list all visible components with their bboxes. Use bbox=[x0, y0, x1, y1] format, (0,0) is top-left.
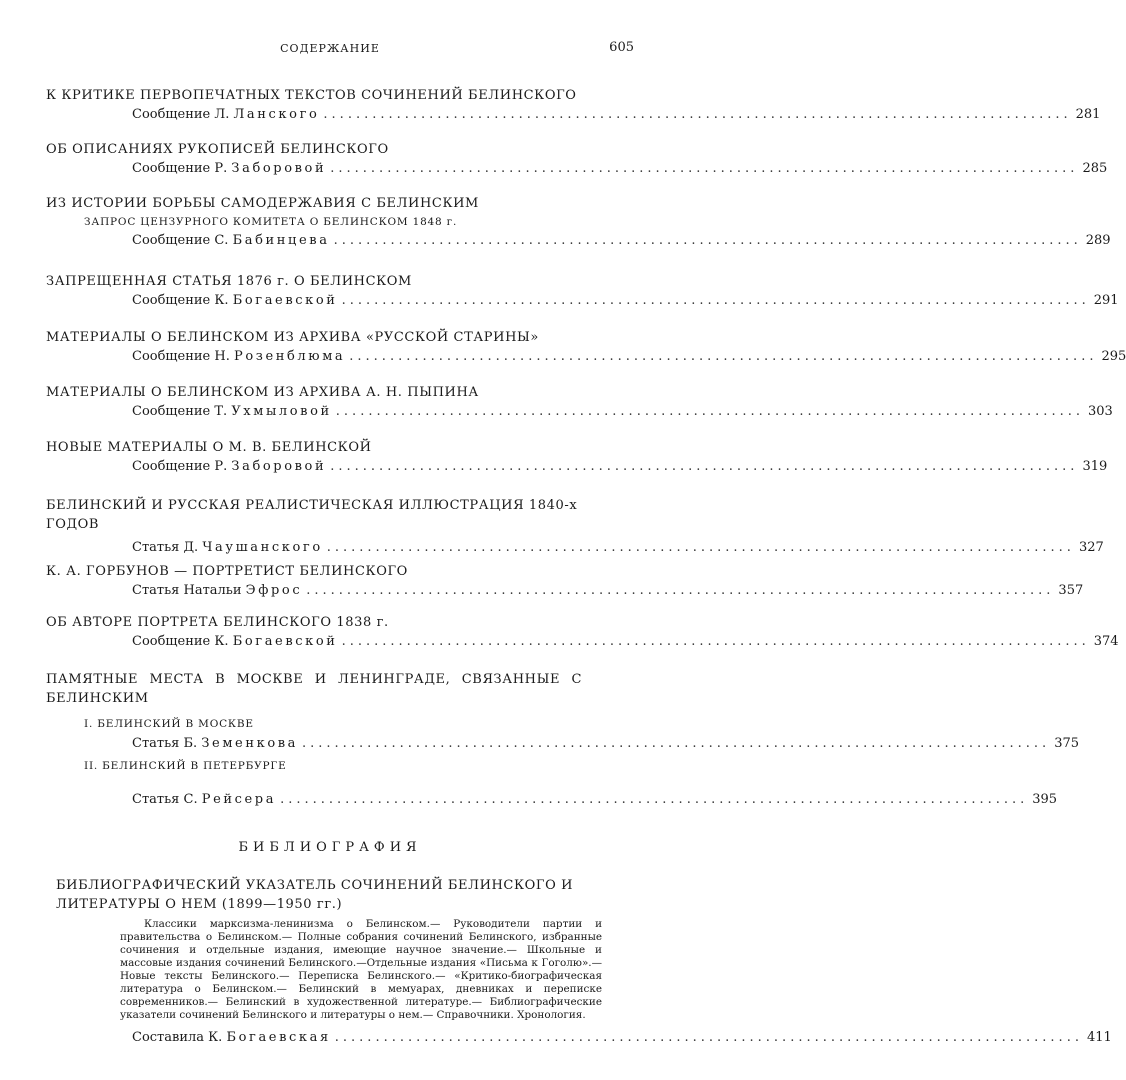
author-name: Рейсера bbox=[201, 792, 277, 807]
entry-credit[interactable]: Составила К. Богаевская ............................................................................................ 411 bbox=[132, 1028, 616, 1048]
entry-credit[interactable]: Статья Натальи Эфрос ............................................................................................ 357 bbox=[132, 581, 626, 601]
entry-page: 411 bbox=[1086, 1030, 1112, 1045]
entry-credit[interactable]: Сообщение Р. Заборовой ............................................................................................ 285 bbox=[132, 159, 626, 179]
entry-title: К КРИТИКЕ ПЕРВОПЕЧАТНЫХ ТЕКСТОВ СОЧИНЕНИЙ БЕЛИНСКОГО bbox=[46, 88, 577, 103]
entry-page: 375 bbox=[1054, 736, 1080, 751]
entry-title: К. А. ГОРБУНОВ — ПОРТРЕТИСТ БЕЛИНСКОГО bbox=[46, 564, 408, 579]
entry-credit[interactable]: Сообщение Т. Ухмыловой ............................................................................................ 303 bbox=[132, 402, 626, 422]
entry-subtitle: ЗАПРОС ЦЕНЗУРНОГО КОМИТЕТА О БЕЛИНСКОМ 1848 г. bbox=[84, 216, 458, 228]
toc-entry bbox=[46, 194, 1111, 251]
entry-title: НОВЫЕ МАТЕРИАЛЫ О М. В. БЕЛИНСКОЙ bbox=[46, 440, 372, 455]
toc-entry bbox=[46, 383, 1113, 422]
entry-credit[interactable]: Сообщение Р. Заборовой ............................................................................................ 319 bbox=[132, 457, 626, 477]
section-number: II. БЕЛИНСКИЙ В ПЕТЕРБУРГЕ bbox=[84, 760, 287, 772]
entry-title: ЗАПРЕЩЕННАЯ СТАТЬЯ 1876 г. О БЕЛИНСКОМ bbox=[46, 274, 412, 289]
entry-title: БЕЛИНСКИЙ И РУССКАЯ РЕАЛИСТИЧЕСКАЯ ИЛЛЮСТРАЦИЯ 1840-х ГОДОВ bbox=[46, 498, 578, 532]
credit-role: Сообщение Л. bbox=[132, 107, 230, 122]
credit-role: Сообщение С. bbox=[132, 233, 229, 248]
entry-title: ПАМЯТНЫЕ МЕСТА В МОСКВЕ И ЛЕНИНГРАДЕ, СВЯЗАННЫЕ С БЕЛИНСКИМ bbox=[46, 672, 582, 706]
toc-entry bbox=[46, 140, 1108, 179]
section-number: I. БЕЛИНСКИЙ В МОСКВЕ bbox=[84, 718, 254, 730]
credit-role: Составила К. bbox=[132, 1030, 223, 1045]
entry-title: ИЗ ИСТОРИИ БОРЬБЫ САМОДЕРЖАВИЯ С БЕЛИНСКИМ bbox=[46, 196, 479, 211]
entry-page: 295 bbox=[1101, 349, 1126, 364]
page-header bbox=[0, 42, 660, 62]
entry-page: 395 bbox=[1032, 792, 1058, 807]
toc-entry bbox=[46, 613, 1119, 652]
entry-page: 319 bbox=[1082, 459, 1108, 474]
credit-role: Сообщение Р. bbox=[132, 459, 228, 474]
toc-entry bbox=[46, 438, 1108, 477]
author-name: Богаевской bbox=[232, 293, 338, 308]
author-name: Бабинцева bbox=[232, 233, 330, 248]
toc-entry bbox=[46, 86, 1101, 125]
author-name: Ланского bbox=[233, 107, 320, 122]
toc-entry bbox=[46, 496, 1104, 558]
credit-role: Статья Д. bbox=[132, 540, 199, 555]
entry-credit[interactable]: Статья Д. Чаушанского ............................................................................................ 327 bbox=[132, 538, 712, 558]
toc-entry bbox=[46, 328, 1126, 367]
page-number: 605 bbox=[609, 40, 634, 55]
bibliography-annotation: Классики марксизма-ленинизма о Белинском.— Руководители партии и правительства о Белинском.— Полные собрания сочинений Белинского, избранные сочинения и отдельные издания, имеющие научное значение.— Школьные и массовые издания сочинений Белинского.—Отдельные издания «Письма к Гоголю».— Новые тексты Белинского.— Переписка Белинского.— «Критико-биографическая литература о Белинском.— Белинский в мемуарах, дневниках и переписке современников.— Белинский в художественной литературе.— Библиографические указатели сочинений Белинского и литературы о нем.— Справочники. Хронология. bbox=[120, 918, 602, 1021]
entry-title: ОБ АВТОРЕ ПОРТРЕТА БЕЛИНСКОГО 1838 г. bbox=[46, 615, 389, 630]
credit-role: Сообщение К. bbox=[132, 293, 229, 308]
entry-page: 357 bbox=[1058, 583, 1084, 598]
entry-title: БИБЛИОГРАФИЧЕСКИЙ УКАЗАТЕЛЬ СОЧИНЕНИЙ БЕЛИНСКОГО И ЛИТЕРАТУРЫ О НЕМ (1899—1950 гг.) bbox=[56, 878, 574, 912]
credit-role: Сообщение Н. bbox=[132, 349, 230, 364]
author-name: Ухмыловой bbox=[231, 404, 332, 419]
author-name: Богаевской bbox=[232, 634, 338, 649]
credit-role: Сообщение Т. bbox=[132, 404, 228, 419]
author-name: Эфрос bbox=[245, 583, 303, 598]
toc-entry-memorial bbox=[46, 670, 1080, 810]
entry-title: МАТЕРИАЛЫ О БЕЛИНСКОМ ИЗ АРХИВА «РУССКОЙ СТАРИНЫ» bbox=[46, 330, 539, 345]
entry-credit[interactable]: Статья Б. Земенкова ............................................................................................ 375 bbox=[132, 734, 626, 754]
entry-credit[interactable]: Сообщение Н. Розенблюма ............................................................................................ 295 bbox=[132, 347, 626, 367]
entry-credit[interactable]: Сообщение К. Богаевской ............................................................................................ 374 bbox=[132, 632, 626, 652]
toc-entry bbox=[46, 272, 1119, 311]
entry-page: 374 bbox=[1093, 634, 1119, 649]
entry-page: 291 bbox=[1093, 293, 1119, 308]
entry-credit[interactable]: Сообщение Л. Ланского ............................................................................................ 281 bbox=[132, 105, 626, 125]
credit-role: Сообщение К. bbox=[132, 634, 229, 649]
entry-page: 289 bbox=[1085, 233, 1111, 248]
credit-role: Сообщение Р. bbox=[132, 161, 228, 176]
author-name: Богаевская bbox=[226, 1030, 331, 1045]
author-name: Чаушанского bbox=[202, 540, 323, 555]
author-name: Заборовой bbox=[231, 161, 327, 176]
entry-title: МАТЕРИАЛЫ О БЕЛИНСКОМ ИЗ АРХИВА А. Н. ПЫПИНА bbox=[46, 385, 479, 400]
entry-title: ОБ ОПИСАНИЯХ РУКОПИСЕЙ БЕЛИНСКОГО bbox=[46, 142, 389, 157]
credit-role: Статья С. bbox=[132, 792, 198, 807]
author-name: Розенблюма bbox=[233, 349, 346, 364]
credit-role: Статья Б. bbox=[132, 736, 198, 751]
entry-credit[interactable]: Статья С. Рейсера ............................................................................................ 395 bbox=[132, 790, 626, 810]
entry-credit[interactable]: Сообщение К. Богаевской ............................................................................................ 291 bbox=[132, 291, 626, 311]
author-name: Земенкова bbox=[201, 736, 299, 751]
credit-role: Статья Натальи bbox=[132, 583, 242, 598]
entry-page: 303 bbox=[1087, 404, 1113, 419]
toc-entry bbox=[46, 562, 1084, 601]
toc-entry-bibliography bbox=[56, 876, 1112, 1048]
author-name: Заборовой bbox=[231, 459, 327, 474]
running-title: СОДЕРЖАНИЕ bbox=[280, 42, 380, 55]
bibliography-heading: БИБЛИОГРАФИЯ bbox=[238, 840, 422, 855]
entry-credit[interactable]: Сообщение С. Бабинцева ............................................................................................ 289 bbox=[132, 231, 626, 251]
entry-page: 327 bbox=[1078, 540, 1104, 555]
entry-page: 285 bbox=[1082, 161, 1108, 176]
entry-page: 281 bbox=[1075, 107, 1101, 122]
